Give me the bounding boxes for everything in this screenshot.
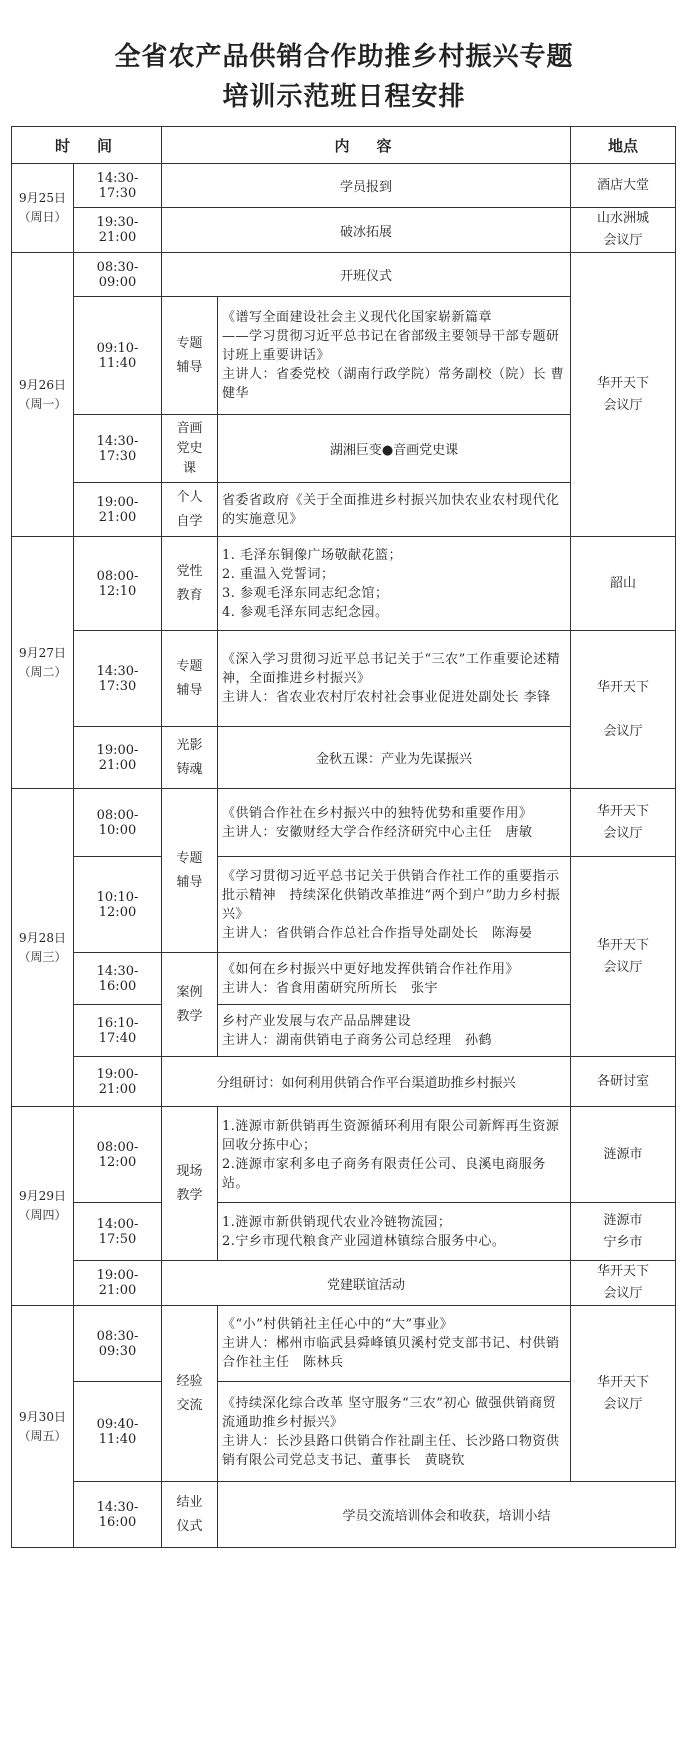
weekday-label: （周一） bbox=[18, 396, 67, 411]
table-row bbox=[12, 857, 676, 953]
time-cell: 10:10-12:00 bbox=[74, 857, 162, 953]
date-label: 9月27日 bbox=[19, 645, 66, 660]
page-title-line1: 全省农产品供销合作助推乡村振兴专题 bbox=[114, 42, 574, 72]
date-cell bbox=[12, 789, 74, 1107]
weekday-label: （周五） bbox=[18, 1428, 67, 1443]
time-cell: 14:30-17:30 bbox=[74, 415, 162, 483]
speaker: 主讲人：长沙县路口供销合作社副主任、长沙路口物资供销有限公司党总支书记、董事长 黄晓钦 bbox=[222, 1433, 560, 1468]
lecture-title: 《持续深化综合改革 坚守服务“三农”初心 做强供销商贸流通助推乡村振兴》 bbox=[222, 1395, 557, 1430]
category-label: 教学 bbox=[176, 1187, 203, 1203]
time-cell: 08:30-09:30 bbox=[74, 1306, 162, 1382]
schedule-table bbox=[11, 126, 676, 1548]
speaker: 主讲人：安徽财经大学合作经济研究中心主任 唐敏 bbox=[222, 824, 533, 840]
content-cell: 省委省政府《关于全面推进乡村振兴加快农业农村现代化的实施意见》 bbox=[218, 483, 571, 537]
page-title-line2: 培训示范班日程安排 bbox=[222, 82, 466, 112]
category-cell bbox=[162, 1306, 218, 1482]
table-row bbox=[12, 789, 676, 857]
weekday-label: （周三） bbox=[18, 949, 67, 964]
location-cell bbox=[571, 857, 676, 1057]
location-cell bbox=[571, 789, 676, 857]
content-cell bbox=[218, 631, 571, 727]
location-line: 会议厅 bbox=[603, 959, 643, 975]
content-cell: 学员交流培训体会和收获，培训小结 bbox=[218, 1482, 676, 1548]
table-row bbox=[12, 537, 676, 631]
time-cell: 14:30-17:30 bbox=[74, 631, 162, 727]
content-cell bbox=[218, 953, 571, 1005]
speaker: 主讲人：省供销合作总社合作指导处副处长 陈海晏 bbox=[222, 925, 533, 941]
date-cell bbox=[12, 537, 74, 789]
list-item: 3. 参观毛泽东同志纪念馆； bbox=[222, 585, 389, 601]
weekday-label: （周二） bbox=[18, 664, 67, 679]
content-cell: 金秋五课：产业为先谋振兴 bbox=[218, 727, 571, 789]
table-row bbox=[12, 1261, 676, 1306]
content-cell bbox=[218, 297, 571, 415]
time-cell: 19:00-21:00 bbox=[74, 1057, 162, 1107]
time-cell: 19:00-21:00 bbox=[74, 1261, 162, 1306]
category-label: 案例 bbox=[176, 984, 203, 1000]
category-label: 党史 bbox=[176, 440, 203, 456]
content-cell bbox=[218, 1107, 571, 1203]
lecture-subtitle: ——学习贯彻习近平总书记在省部级主要领导干部专题研讨班上重要讲话》 bbox=[222, 329, 560, 363]
lecture-title: 《供销合作社在乡村振兴中的独特优势和重要作用》 bbox=[222, 805, 533, 821]
time-cell: 08:00-12:10 bbox=[74, 537, 162, 631]
location-cell: 酒店大堂 bbox=[571, 164, 676, 208]
location-line: 会议厅 bbox=[603, 397, 643, 413]
header-content: 内 容 bbox=[162, 127, 571, 164]
time-cell: 14:30-16:00 bbox=[74, 1482, 162, 1548]
location-cell bbox=[571, 1306, 676, 1482]
date-label: 9月26日 bbox=[19, 377, 66, 392]
list-item: 1.涟源市新供销再生资源循环利用有限公司新辉再生资源回收分拣中心； bbox=[222, 1118, 560, 1153]
time-cell: 09:10-11:40 bbox=[74, 297, 162, 415]
category-label: 辅导 bbox=[176, 682, 203, 698]
lecture-title: 《如何在乡村振兴中更好地发挥供销合作社作用》 bbox=[222, 961, 520, 977]
category-cell bbox=[162, 415, 218, 483]
category-label: 党性 bbox=[176, 563, 203, 579]
speaker: 主讲人：省食用菌研究所所长 张宇 bbox=[222, 980, 439, 996]
category-cell bbox=[162, 297, 218, 415]
location-cell bbox=[571, 208, 676, 253]
date-label: 9月30日 bbox=[19, 1409, 66, 1424]
speaker: 主讲人：省农业农村厅农村社会事业促进处副处长 李锋 bbox=[222, 690, 551, 705]
location-line: 会议厅 bbox=[603, 825, 643, 841]
category-label: 专题 bbox=[176, 850, 203, 866]
category-label: 教学 bbox=[176, 1008, 203, 1024]
content-cell: 破冰拓展 bbox=[162, 208, 571, 253]
content-cell: 开班仪式 bbox=[162, 253, 571, 297]
location-line: 会议厅 bbox=[603, 723, 643, 739]
list-item: 4. 参观毛泽东同志纪念园。 bbox=[222, 604, 389, 620]
content-cell: 湖湘巨变●音画党史课 bbox=[218, 415, 571, 483]
category-label: 专题 bbox=[176, 335, 203, 351]
time-cell: 08:30-09:00 bbox=[74, 253, 162, 297]
lecture-title: 《深入学习贯彻习近平总书记关于“三农”工作重要论述精神，全面推进乡村振兴》 bbox=[222, 652, 561, 686]
table-row bbox=[12, 164, 676, 208]
lecture-title: 《“小”村供销社主任心中的“大”事业》 bbox=[222, 1317, 454, 1332]
lecture-title: 《谱写全面建设社会主义现代化国家崭新篇章 bbox=[222, 310, 493, 325]
time-cell: 09:40-11:40 bbox=[74, 1382, 162, 1482]
category-cell bbox=[162, 1107, 218, 1261]
list-item: 1.涟源市新供销现代农业冷链物流园； bbox=[222, 1214, 452, 1230]
category-label: 经验 bbox=[176, 1373, 203, 1389]
table-row bbox=[12, 631, 676, 727]
weekday-label: （周四） bbox=[18, 1208, 67, 1222]
speaker: 主讲人：郴州市临武县舜峰镇贝溪村党支部书记、村供销合作社主任 陈林兵 bbox=[222, 1336, 560, 1370]
time-cell: 08:00-12:00 bbox=[74, 1107, 162, 1203]
category-label: 辅导 bbox=[176, 359, 203, 375]
category-label: 自学 bbox=[176, 513, 203, 529]
content-cell bbox=[218, 1203, 571, 1261]
table-row bbox=[12, 253, 676, 297]
location-line: 华开天下 bbox=[597, 679, 650, 695]
content-cell bbox=[218, 789, 571, 857]
list-item: 2.宁乡市现代粮食产业园道林镇综合服务中心。 bbox=[222, 1233, 506, 1249]
location-line: 会议厅 bbox=[603, 1286, 643, 1301]
speaker: 主讲人：省委党校（湖南行政学院）常务副校（院）长 曹健华 bbox=[222, 367, 565, 401]
category-cell bbox=[162, 789, 218, 953]
location-cell bbox=[571, 1261, 676, 1306]
time-cell: 08:00-10:00 bbox=[74, 789, 162, 857]
date-cell bbox=[12, 253, 74, 537]
time-cell: 14:30-16:00 bbox=[74, 953, 162, 1005]
content-cell: 党建联谊活动 bbox=[162, 1261, 571, 1306]
lecture-title: 乡村产业发展与农产品品牌建设 bbox=[222, 1013, 412, 1029]
date-label: 9月25日 bbox=[19, 191, 66, 205]
location-line: 华开天下 bbox=[597, 375, 650, 391]
category-label: 辅导 bbox=[176, 874, 203, 890]
list-item: 2.涟源市家利多电子商务有限责任公司、良溪电商服务站。 bbox=[222, 1156, 546, 1191]
list-item: 1. 毛泽东铜像广场敬献花篮； bbox=[222, 547, 403, 563]
location-cell: 韶山 bbox=[571, 537, 676, 631]
category-cell bbox=[162, 727, 218, 789]
time-cell: 19:00-21:00 bbox=[74, 727, 162, 789]
date-cell bbox=[12, 1107, 74, 1306]
category-label: 课 bbox=[183, 460, 197, 476]
table-row bbox=[12, 1482, 676, 1548]
location-line: 山水洲城 bbox=[597, 211, 650, 226]
content-cell bbox=[218, 1306, 571, 1382]
table-row bbox=[12, 208, 676, 253]
header-row bbox=[12, 127, 676, 164]
category-label: 光影 bbox=[176, 737, 203, 753]
location-line: 华开天下 bbox=[597, 1374, 650, 1390]
time-cell: 19:30-21:00 bbox=[74, 208, 162, 253]
location-cell bbox=[571, 253, 676, 537]
header-location: 地点 bbox=[571, 127, 676, 164]
category-label: 教育 bbox=[176, 587, 203, 603]
location-line: 涟源市 bbox=[603, 1212, 643, 1228]
location-cell bbox=[571, 1203, 676, 1261]
weekday-label: （周日） bbox=[18, 210, 67, 224]
list-item: 2. 重温入党誓词； bbox=[222, 566, 335, 582]
date-cell bbox=[12, 1306, 74, 1548]
category-label: 交流 bbox=[176, 1397, 203, 1413]
table-row bbox=[12, 1203, 676, 1261]
content-cell bbox=[218, 1005, 571, 1057]
time-cell: 16:10-17:40 bbox=[74, 1005, 162, 1057]
location-line: 宁乡市 bbox=[603, 1234, 643, 1250]
content-cell bbox=[218, 537, 571, 631]
location-cell bbox=[571, 631, 676, 789]
content-cell bbox=[218, 857, 571, 953]
category-label: 音画 bbox=[176, 420, 203, 436]
category-cell bbox=[162, 483, 218, 537]
date-label: 9月28日 bbox=[19, 930, 66, 945]
location-cell: 各研讨室 bbox=[571, 1057, 676, 1107]
category-label: 仪式 bbox=[176, 1518, 203, 1534]
category-cell bbox=[162, 953, 218, 1057]
location-line: 华开天下 bbox=[597, 1264, 650, 1279]
category-label: 个人 bbox=[176, 489, 203, 505]
table-row bbox=[12, 1306, 676, 1382]
location-line: 会议厅 bbox=[603, 233, 643, 248]
category-label: 专题 bbox=[176, 658, 203, 674]
category-cell bbox=[162, 1482, 218, 1548]
location-line: 华开天下 bbox=[597, 937, 650, 953]
category-cell bbox=[162, 631, 218, 727]
time-cell: 14:30-17:30 bbox=[74, 164, 162, 208]
location-cell: 涟源市 bbox=[571, 1107, 676, 1203]
content-cell bbox=[218, 1382, 571, 1482]
category-cell bbox=[162, 537, 218, 631]
time-cell: 14:00-17:50 bbox=[74, 1203, 162, 1261]
category-label: 结业 bbox=[176, 1494, 203, 1510]
table-row bbox=[12, 1107, 676, 1203]
category-label: 铸魂 bbox=[176, 761, 203, 777]
date-cell bbox=[12, 164, 74, 253]
header-time: 时 间 bbox=[12, 127, 162, 164]
content-cell: 分组研讨：如何利用供销合作平台渠道助推乡村振兴 bbox=[162, 1057, 571, 1107]
location-line: 华开天下 bbox=[597, 803, 650, 819]
speaker: 主讲人：湖南供销电子商务公司总经理 孙鹤 bbox=[222, 1032, 493, 1048]
table-row bbox=[12, 1057, 676, 1107]
date-label: 9月29日 bbox=[19, 1189, 66, 1203]
lecture-title: 《学习贯彻习近平总书记关于供销合作社工作的重要指示批示精神 持续深化供销改革推进“两个到户”助力乡村振兴》 bbox=[222, 868, 561, 922]
content-cell: 学员报到 bbox=[162, 164, 571, 208]
location-line: 会议厅 bbox=[603, 1396, 643, 1412]
time-cell: 19:00-21:00 bbox=[74, 483, 162, 537]
category-label: 现场 bbox=[176, 1163, 203, 1179]
